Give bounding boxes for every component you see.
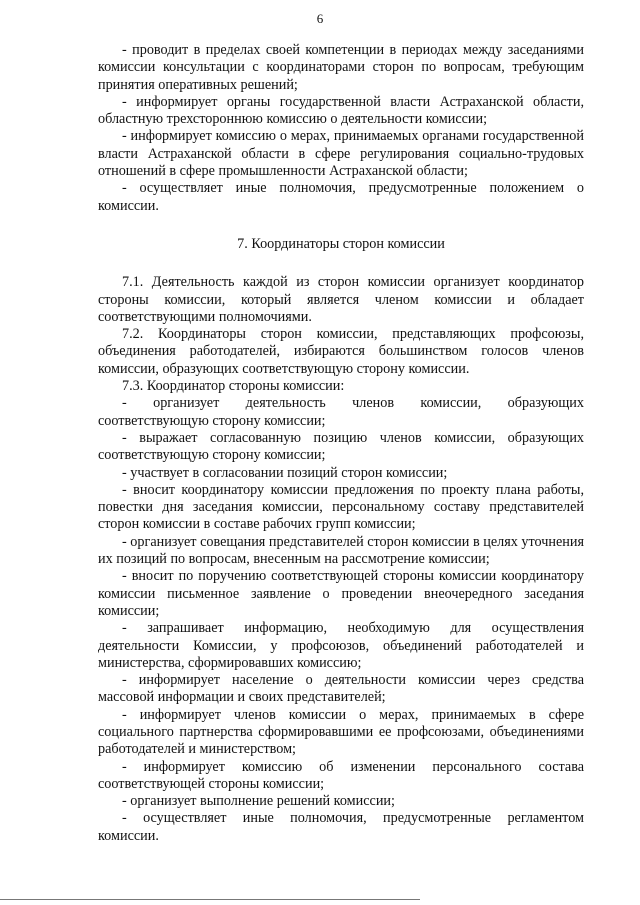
list-item: - информирует комиссию об изменении персонального состава соответствующей стороны комиссии; [98, 758, 584, 792]
footer-divider [0, 899, 420, 900]
list-item: - вносит по поручению соответствующей стороны комиссии координатору комиссии письменное заявление о проведении внеочередного заседания комиссии; [98, 568, 584, 619]
document-body [98, 42, 584, 845]
list-item: - информирует членов комиссии о мерах, принимаемых в сфере социального партнерства сформировавшими ее профсоюзами, объединениями работодателей и министерством; [98, 706, 584, 758]
paragraph: - информирует органы государственной власти Астраханской области, областную трехстороннюю комиссию о деятельности комиссии; [98, 93, 584, 128]
list-item: - запрашивает информацию, необходимую для осуществления деятельности Комиссии, у профсоюзов, объединений работодателей и министерства, сформировавших комиссию; [98, 620, 584, 671]
list-item: - вносит координатору комиссии предложения по проекту плана работы, повестки дня заседания комиссии, персональному составу представителей сторон комиссии в составе рабочих групп комиссии; [98, 481, 584, 533]
paragraph: - проводит в пределах своей компетенции в периодах между заседаниями комиссии консультации с координаторами сторон по вопросам, требующим принятия оперативных решений; [98, 42, 584, 93]
list-item: - осуществляет иные полномочия, предусмотренные регламентом комиссии. [98, 810, 584, 844]
list-item: - выражает согласованную позицию членов комиссии, образующих соответствующую сторону комиссии; [98, 429, 584, 464]
page-number: 6 [316, 11, 324, 26]
paragraph: - осуществляет иные полномочия, предусмотренные положением о комиссии. [98, 180, 584, 214]
list-item: - участвует в согласовании позиций сторон комиссии; [122, 464, 448, 481]
list-item: - организует деятельность членов комиссии, образующих соответствующую сторону комиссии; [98, 395, 584, 429]
list-item: - информирует население о деятельности комиссии через средства массовой информации и своих представителей; [98, 672, 584, 706]
paragraph: 7.2. Координаторы сторон комиссии, представляющих профсоюзы, объединения работодателей, избираются большинством голосов членов комиссии, образующих соответствующую сторону комиссии. [98, 326, 584, 377]
paragraph: - информирует комиссию о мерах, принимаемых органами государственной власти Астраханской области в сфере регулирования социально-трудовых отношений в сфере промышленности Астраханской области; [98, 128, 584, 180]
paragraph: 7.3. Координатор стороны комиссии: [122, 378, 345, 395]
paragraph: 7.1. Деятельность каждой из сторон комиссии организует координатор стороны комиссии, который является членом комиссии и обладает соответствующими полномочиями. [98, 274, 584, 325]
list-item: - организует совещания представителей сторон комиссии в целях уточнения их позиций по вопросам, внесенным на рассмотрение комиссии; [98, 533, 584, 568]
list-item: - организует выполнение решений комиссии; [122, 793, 395, 810]
section-heading: 7. Координаторы сторон комиссии [237, 235, 445, 252]
